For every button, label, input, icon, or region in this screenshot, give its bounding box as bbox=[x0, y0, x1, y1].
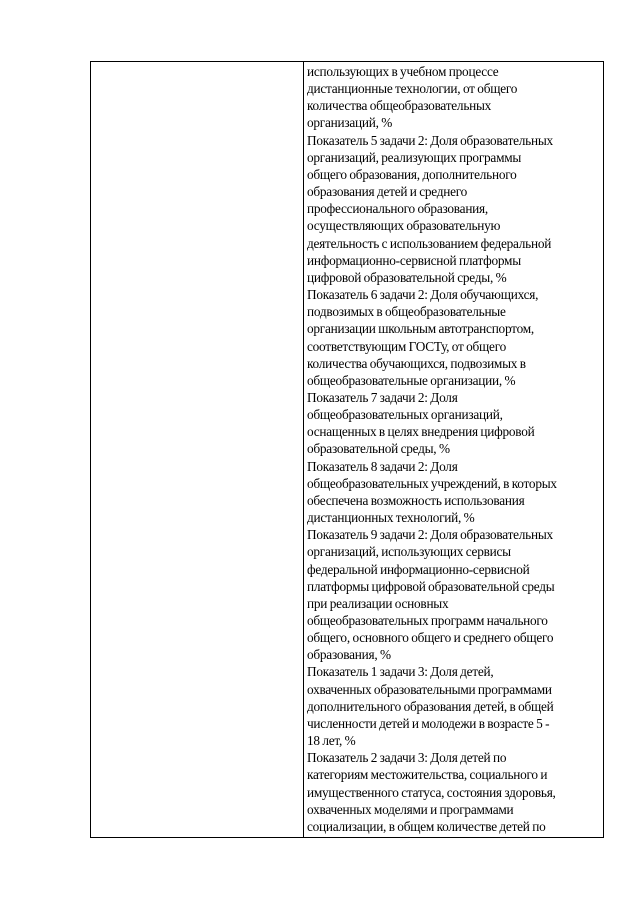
text-line: деятельность с использованием федеральной bbox=[307, 235, 552, 251]
text-line: общеобразовательных учреждений, в которых bbox=[307, 475, 557, 491]
text-line: профессионального образования, bbox=[307, 201, 488, 217]
text-line: организаций, использующих сервисы bbox=[307, 544, 511, 560]
text-line: образовательной среды, % bbox=[307, 441, 450, 457]
text-line: общего, основного общего и среднего общего bbox=[307, 630, 554, 646]
text-line: охваченных моделями и программами bbox=[307, 801, 514, 817]
indicator-paragraph bbox=[307, 663, 601, 749]
indicator-paragraph bbox=[307, 389, 601, 458]
indicator-paragraph bbox=[307, 526, 601, 663]
text-line: обеспечена возможность использования bbox=[307, 492, 525, 508]
text-line: общеобразовательные организации, % bbox=[307, 372, 516, 388]
text-line: цифровой образовательной среды, % bbox=[307, 269, 507, 285]
indicator-paragraph bbox=[307, 132, 601, 286]
text-line: количества общеобразовательных bbox=[307, 98, 492, 114]
text-line: образования, % bbox=[307, 647, 391, 663]
text-line: осуществляющих образовательную bbox=[307, 218, 501, 234]
text-line: федеральной информационно-сервисной bbox=[307, 561, 530, 577]
text-line: образования детей и среднего bbox=[307, 184, 468, 200]
text-line: подвозимых в общеобразовательные bbox=[307, 304, 506, 320]
indicator-paragraph bbox=[307, 63, 601, 132]
text-line: имущественного статуса, состояния здоровья, bbox=[307, 784, 556, 800]
text-line: платформы цифровой образовательной среды bbox=[307, 578, 555, 594]
indicator-table bbox=[90, 61, 604, 838]
indicator-paragraph bbox=[307, 458, 601, 527]
text-line: социализации, в общем количестве детей по bbox=[307, 818, 546, 834]
text-line: Показатель 7 задачи 2: Доля bbox=[307, 389, 458, 405]
text-line: общего образования, дополнительного bbox=[307, 166, 517, 182]
text-line: Показатель 5 задачи 2: Доля образовательных bbox=[307, 132, 553, 148]
indicator-paragraph bbox=[307, 749, 601, 835]
text-line: охваченных образовательными программами bbox=[307, 681, 552, 697]
text-line: дистанционных технологий, % bbox=[307, 510, 475, 526]
text-line: информационно-сервисной платформы bbox=[307, 252, 521, 268]
text-line: дополнительного образования детей, в общей bbox=[307, 698, 554, 714]
text-line: Показатель 2 задачи 3: Доля детей по bbox=[307, 750, 507, 766]
table-left-cell bbox=[91, 62, 304, 837]
text-line: при реализации основных bbox=[307, 595, 449, 611]
indicator-paragraph bbox=[307, 286, 601, 389]
text-line: 18 лет, % bbox=[307, 733, 356, 749]
text-line: общеобразовательных организаций, bbox=[307, 407, 503, 423]
text-line: соответствующим ГОСТу, от общего bbox=[307, 338, 506, 354]
text-line: Показатель 1 задачи 3: Доля детей, bbox=[307, 664, 494, 680]
text-line: Показатель 8 задачи 2: Доля bbox=[307, 458, 458, 474]
table-right-cell bbox=[304, 62, 603, 837]
text-line: Показатель 9 задачи 2: Доля образовательных bbox=[307, 527, 553, 543]
text-line: численности детей и молодежи в возрасте 5 - bbox=[307, 715, 550, 731]
text-line: общеобразовательных программ начального bbox=[307, 613, 548, 628]
text-line: организаций, % bbox=[307, 115, 393, 131]
text-line: дистанционные технологии, от общего bbox=[307, 81, 518, 97]
text-line: организаций, реализующих программы bbox=[307, 149, 522, 165]
text-line: использующих в учебном процессе bbox=[307, 64, 499, 79]
text-line: категориям местожительства, социального и bbox=[307, 767, 548, 783]
text-line: организации школьным автотранспортом, bbox=[307, 321, 534, 337]
text-line: количества обучающихся, подвозимых в bbox=[307, 355, 526, 371]
text-line: Показатель 6 задачи 2: Доля обучающихся, bbox=[307, 287, 539, 303]
text-line: оснащенных в целях внедрения цифровой bbox=[307, 424, 535, 440]
